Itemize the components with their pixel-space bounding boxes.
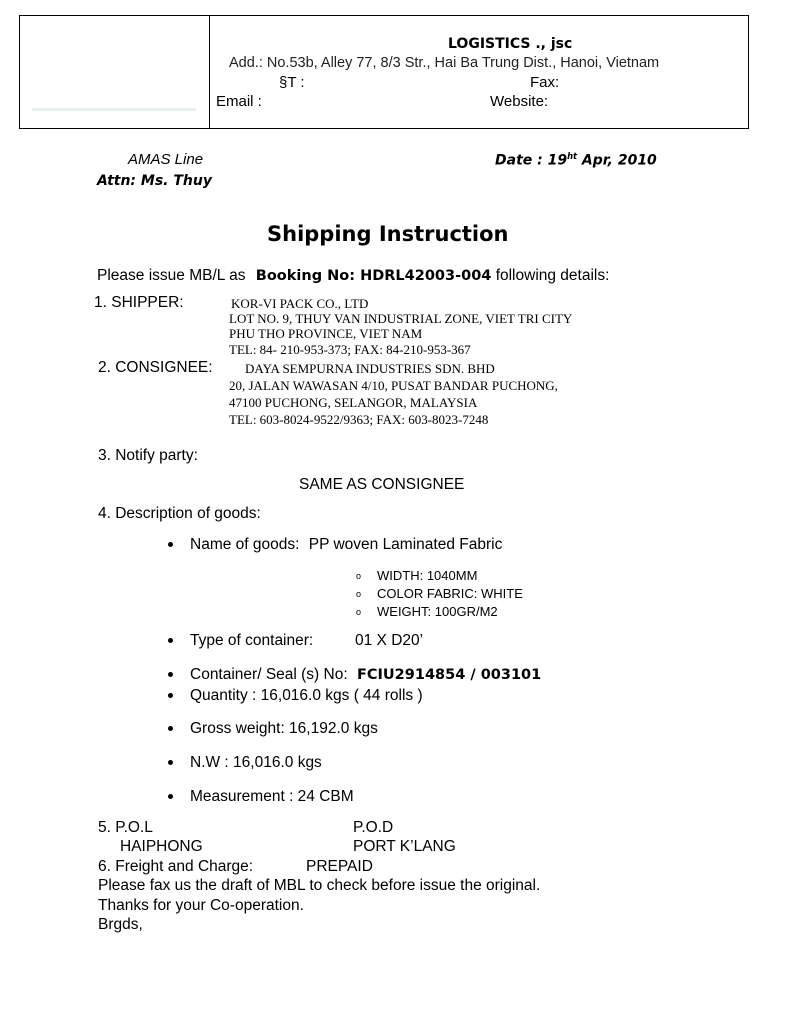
sub-bullet: o <box>356 607 362 617</box>
closing-line-1: Please fax us the draft of MBL to check before issue the original. <box>98 877 541 894</box>
container-type-label: Type of container: <box>190 632 314 649</box>
attention-line: Attn: Ms. Thuy <box>97 173 212 189</box>
measurement: Measurement : 24 CBM <box>190 788 354 805</box>
document-title: Shipping Instruction <box>267 222 509 246</box>
container-type-value: 01 X D20’ <box>355 632 424 649</box>
booking-number: Booking No: HDRL42003-004 <box>255 268 492 284</box>
goods-name-row <box>190 536 502 554</box>
intro-suffix: following details: <box>495 267 610 284</box>
goods-name-value: PP woven Laminated Fabric <box>308 536 503 553</box>
spec-color: COLOR FABRIC: WHITE <box>377 586 523 601</box>
letterhead-divider <box>209 15 210 129</box>
freight-label: 6. Freight and Charge: <box>98 858 254 875</box>
shipper-line-2: LOT NO. 9, THUY VAN INDUSTRIAL ZONE, VIET TRI CITY <box>229 311 573 326</box>
email-label: Email : <box>216 93 262 110</box>
pod-value: PORT K’LANG <box>353 838 456 855</box>
seal-label: Container/ Seal (s) No: <box>190 666 348 683</box>
company-address: Add.: No.53b, Alley 77, 8/3 Str., Hai Ba Trung Dist., Hanoi, Vietnam <box>229 55 660 71</box>
sub-bullet: o <box>356 589 362 599</box>
bullet-dot <box>168 638 173 643</box>
date-suffix: Apr, 2010 <box>577 152 657 169</box>
sub-bullet: o <box>356 571 362 581</box>
seal-value: FCIU2914854 / 003101 <box>356 667 542 683</box>
bullet-dot <box>168 672 173 677</box>
pod-label: P.O.D <box>353 819 394 836</box>
consignee-line-2: 20, JALAN WAWASAN 4/10, PUSAT BANDAR PUCHONG, <box>229 378 558 393</box>
spec-weight: WEIGHT: 100GR/M2 <box>377 604 498 619</box>
consignee-line-4: TEL: 603-8024-9522/9363; FAX: 603-8023-7248 <box>229 412 489 427</box>
notify-value: SAME AS CONSIGNEE <box>299 476 465 493</box>
consignee-label: 2. CONSIGNEE: <box>98 359 213 376</box>
date-suffix-sup: ht <box>567 151 578 161</box>
website-label: Website: <box>490 93 549 110</box>
bullet-dot <box>168 542 173 547</box>
notify-label: 3. Notify party: <box>98 447 198 464</box>
bullet-dot <box>168 726 173 731</box>
freight-value: PREPAID <box>306 858 373 875</box>
date-prefix: Date : 19 <box>495 152 568 169</box>
intro-prefix: Please issue MB/L as <box>97 267 246 284</box>
spec-width: WIDTH: 1040MM <box>377 568 478 583</box>
closing-line-3: Brgds, <box>98 916 143 933</box>
quantity: Quantity : 16,016.0 kgs ( 44 rolls ) <box>190 687 423 704</box>
date-line <box>495 151 657 169</box>
bullet-dot <box>168 693 173 698</box>
letterhead-box <box>19 15 749 129</box>
shipper-label: 1. SHIPPER: <box>94 294 184 311</box>
gross-weight: Gross weight: 16,192.0 kgs <box>190 720 378 737</box>
shipper-line-4: TEL: 84- 210-953-373; FAX: 84-210-953-367 <box>229 342 471 357</box>
goods-name-label: Name of goods: <box>190 536 300 553</box>
consignee-line-1: DAYA SEMPURNA INDUSTRIES SDN. BHD <box>245 361 495 376</box>
shipper-line-1: KOR-VI PACK CO., LTD <box>231 296 369 311</box>
shipper-line-3: PHU THO PROVINCE, VIET NAM <box>229 326 423 341</box>
intro-line <box>97 267 609 285</box>
bullet-dot <box>168 794 173 799</box>
recipient-line: AMAS Line <box>128 151 204 168</box>
company-name: LOGISTICS ., jsc <box>448 36 573 52</box>
seal-row <box>190 666 541 684</box>
consignee-line-3: 47100 PUCHONG, SELANGOR, MALAYSIA <box>229 395 478 410</box>
fax-label: Fax: <box>530 74 560 91</box>
net-weight: N.W : 16,016.0 kgs <box>190 754 322 771</box>
pol-label: 5. P.O.L <box>98 819 153 836</box>
logo-area <box>32 108 196 111</box>
goods-label: 4. Description of goods: <box>98 505 261 522</box>
pol-value: HAIPHONG <box>120 838 203 855</box>
bullet-dot <box>168 760 173 765</box>
tel-label: §T : <box>279 74 305 91</box>
closing-line-2: Thanks for your Co-operation. <box>98 897 304 914</box>
